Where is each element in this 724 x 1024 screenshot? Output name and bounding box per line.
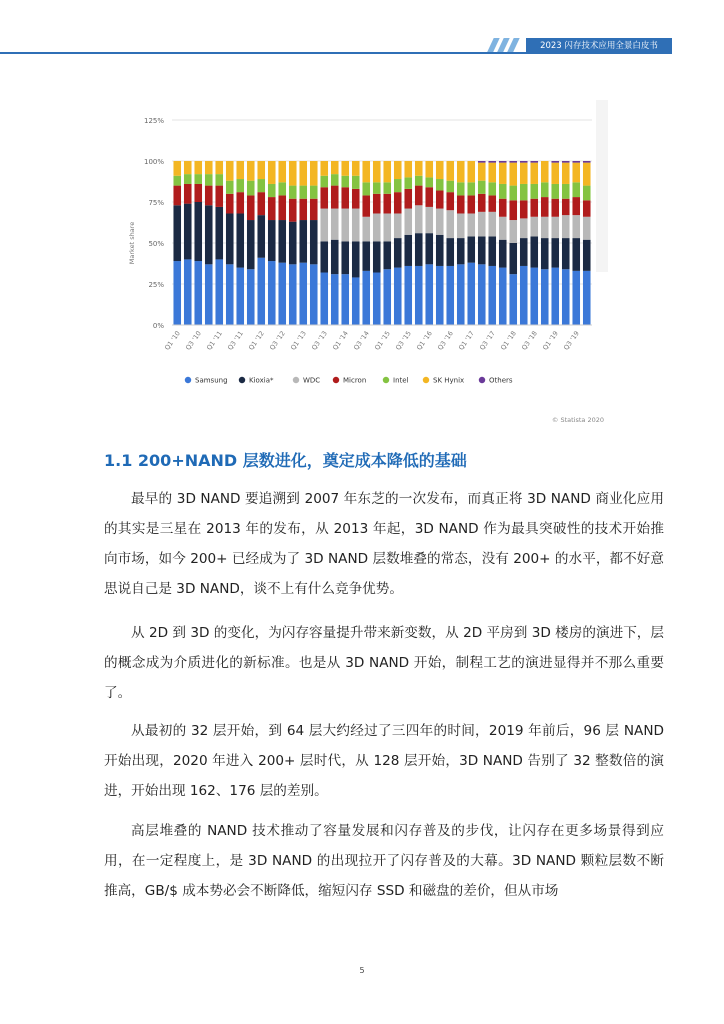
bar-segment xyxy=(499,217,507,240)
bar-segment xyxy=(446,266,454,325)
bar-segment xyxy=(583,217,591,240)
bar-segment xyxy=(404,209,412,235)
bar-segment xyxy=(446,181,454,192)
bar-segment xyxy=(551,268,559,325)
page-number: 5 xyxy=(359,966,365,975)
bar-segment xyxy=(194,161,202,174)
bar-segment xyxy=(478,264,486,325)
bar-segment xyxy=(320,209,328,242)
bar-segment xyxy=(352,176,360,189)
bar-segment xyxy=(341,274,349,325)
bar-segment xyxy=(299,199,307,220)
bar-segment xyxy=(383,194,391,214)
legend-label: Micron xyxy=(343,376,367,385)
bar-segment xyxy=(331,186,339,209)
x-tick-label: Q1 '13 xyxy=(289,329,308,352)
bar-segment xyxy=(467,182,475,195)
x-tick-label: Q1 '15 xyxy=(373,329,392,352)
bar-segment xyxy=(404,177,412,188)
bar-segment xyxy=(362,195,370,216)
bar-segment xyxy=(425,233,433,264)
bar-segment xyxy=(415,161,423,176)
bar-segment xyxy=(278,220,286,263)
x-tick-label: Q3 '15 xyxy=(394,329,413,352)
bar-segment xyxy=(320,273,328,325)
bar-segment xyxy=(499,199,507,217)
bar-segment xyxy=(415,233,423,266)
bar-segment xyxy=(457,182,465,195)
bar-segment xyxy=(425,187,433,207)
bar-segment xyxy=(530,199,538,217)
bar-segment xyxy=(520,200,528,218)
bar-segment xyxy=(467,195,475,213)
bar-segment xyxy=(236,268,244,325)
bar-segment xyxy=(562,269,570,325)
market-share-chart xyxy=(100,100,608,430)
bar-segment xyxy=(509,274,517,325)
bar-segment xyxy=(394,238,402,268)
bar-segment xyxy=(404,235,412,266)
paragraph-3: 从最初的 32 层开始，到 64 层大约经过了三四年的时间，2019 年前后，96 层 NAND 开始出现，2020 年进入 200+ 层时代，从 128 层开始，3D NAND 告别了 32 整数倍的演进，开始出现 162、176 层的差别。 xyxy=(104,723,664,799)
bar-segment xyxy=(205,161,213,174)
bar-segment xyxy=(373,213,381,241)
bar-segment xyxy=(520,238,528,266)
bar-segment xyxy=(299,263,307,325)
bar-segment xyxy=(278,182,286,195)
bar-segment xyxy=(436,191,444,209)
x-tick-label: Q3 '17 xyxy=(478,329,497,352)
bar-segment xyxy=(205,174,213,185)
bar-segment xyxy=(352,277,360,325)
bar-segment xyxy=(572,161,580,163)
bar-segment xyxy=(289,161,297,186)
bar-segment xyxy=(373,161,381,182)
bar-segment xyxy=(488,266,496,325)
bar-segment xyxy=(509,161,517,163)
bar-segment xyxy=(425,264,433,325)
bar-segment xyxy=(352,209,360,242)
bar-segment xyxy=(268,220,276,261)
bar-segment xyxy=(467,236,475,262)
bar-segment xyxy=(257,258,265,325)
bar-segment xyxy=(446,192,454,210)
bar-segment xyxy=(194,202,202,261)
bar-segment xyxy=(205,205,213,264)
bar-segment xyxy=(530,268,538,325)
bar-segment xyxy=(320,187,328,208)
bar-segment xyxy=(583,186,591,201)
bar-segment xyxy=(583,200,591,216)
bar-segment xyxy=(499,268,507,325)
legend-label: WDC xyxy=(303,376,321,385)
bar-segment xyxy=(541,269,549,325)
bar-segment xyxy=(173,205,181,261)
bar-segment xyxy=(488,212,496,237)
bar-segment xyxy=(478,236,486,264)
bar-segment xyxy=(488,182,496,195)
bar-segment xyxy=(467,161,475,182)
bar-segment xyxy=(310,264,318,325)
bar-segment xyxy=(310,199,318,220)
x-tick-label: Q3 '10 xyxy=(184,329,203,352)
bar-segment xyxy=(194,261,202,325)
bar-segment xyxy=(352,189,360,209)
bar-segment xyxy=(572,182,580,197)
bar-segment xyxy=(530,236,538,267)
bar-segment xyxy=(352,241,360,277)
bar-segment xyxy=(530,163,538,184)
bar-segment xyxy=(394,179,402,192)
header-title: 2023 闪存技术应用全景白皮书 xyxy=(526,38,672,54)
bar-segment xyxy=(394,213,402,238)
bar-segment xyxy=(541,182,549,197)
bar-segment xyxy=(205,186,213,206)
x-tick-label: Q3 '16 xyxy=(436,329,455,352)
bar-segment xyxy=(551,161,559,163)
bar-segment xyxy=(278,161,286,182)
bar-segment xyxy=(289,186,297,199)
header-rule xyxy=(0,52,672,54)
bar-segment xyxy=(488,161,496,163)
bar-segment xyxy=(457,264,465,325)
bar-segment xyxy=(341,209,349,242)
bar-segment xyxy=(572,271,580,325)
bar-segment xyxy=(289,199,297,222)
legend-marker xyxy=(239,377,245,383)
bar-segment xyxy=(415,186,423,206)
y-tick-label: 25% xyxy=(148,281,164,289)
bar-segment xyxy=(320,161,328,176)
bar-segment xyxy=(583,163,591,186)
bar-segment xyxy=(457,213,465,238)
bar-segment xyxy=(184,174,192,184)
bar-segment xyxy=(541,161,549,182)
bar-segment xyxy=(551,163,559,184)
bar-segment xyxy=(310,220,318,264)
bar-segment xyxy=(562,238,570,269)
x-tick-label: Q3 '14 xyxy=(352,329,371,352)
legend-label: Samsung xyxy=(195,376,228,385)
bar-segment xyxy=(509,220,517,243)
bar-segment xyxy=(320,176,328,187)
bar-segment xyxy=(572,215,580,238)
bar-segment xyxy=(268,184,276,197)
bar-segment xyxy=(362,241,370,271)
bar-segment xyxy=(509,200,517,220)
x-tick-label: Q1 '19 xyxy=(541,329,560,352)
bar-segment xyxy=(383,269,391,325)
bar-segment xyxy=(520,266,528,325)
bar-segment xyxy=(583,271,591,325)
bar-segment xyxy=(436,235,444,266)
bar-segment xyxy=(541,217,549,238)
bar-segment xyxy=(478,194,486,212)
x-tick-label: Q3 '11 xyxy=(226,329,245,352)
bar-segment xyxy=(184,204,192,260)
bar-segment xyxy=(289,222,297,265)
x-tick-label: Q3 '18 xyxy=(520,329,539,352)
bar-segment xyxy=(394,268,402,325)
bar-segment xyxy=(236,192,244,213)
bar-segment xyxy=(488,195,496,211)
y-tick-label: 0% xyxy=(152,322,164,330)
x-tick-label: Q1 '12 xyxy=(247,329,266,352)
paragraph-2: 从 2D 到 3D 的变化，为闪存容量提升带来新变数，从 2D 平房到 3D 楼房的演进下，层的概念成为介质进化的新标准。也是从 3D NAND 开始，制程工艺的演进显得并不那么重要了。 xyxy=(104,625,664,701)
bar-segment xyxy=(310,161,318,186)
bar-segment xyxy=(499,161,507,163)
bar-segment xyxy=(572,163,580,183)
bar-segment xyxy=(331,240,339,274)
x-tick-label: Q3 '12 xyxy=(268,329,287,352)
legend-marker xyxy=(383,377,389,383)
bar-segment xyxy=(173,261,181,325)
bar-segment xyxy=(425,177,433,187)
bar-segment xyxy=(257,192,265,215)
bar-segment xyxy=(383,213,391,241)
y-tick-label: 125% xyxy=(143,117,164,125)
bar-segment xyxy=(520,163,528,184)
bar-segment xyxy=(331,174,339,185)
bar-segment xyxy=(236,179,244,192)
bar-segment xyxy=(268,197,276,220)
bar-segment xyxy=(478,161,486,163)
bar-segment xyxy=(194,174,202,184)
x-tick-label: Q1 '10 xyxy=(163,329,182,352)
bar-segment xyxy=(530,161,538,163)
bar-segment xyxy=(436,209,444,235)
bar-segment xyxy=(184,161,192,174)
bar-segment xyxy=(226,213,234,264)
bar-segment xyxy=(352,161,360,176)
bar-segment xyxy=(415,205,423,233)
bar-segment xyxy=(173,186,181,206)
bar-segment xyxy=(457,195,465,213)
bar-segment xyxy=(268,161,276,184)
bar-segment xyxy=(446,161,454,181)
legend-marker xyxy=(293,377,299,383)
paragraph-1: 最早的 3D NAND 要追溯到 2007 年东芝的一次发布，而真正将 3D NAND 商业化应用的其实是三星在 2013 年的发布，从 2013 年起，3D NAND 作为最具突破性的技术开始推向市场，如今 200+ 已经成为了 3D NAND 层数堆叠的常态，没有 200+ 的水平，都不好意思说自己是 3D NAND，谈不上有什么竞争优势。 xyxy=(104,491,664,597)
bar-segment xyxy=(383,182,391,193)
bar-segment xyxy=(488,236,496,266)
bar-segment xyxy=(310,186,318,199)
bar-segment xyxy=(446,238,454,266)
x-tick-label: Q3 '19 xyxy=(562,329,581,352)
bar-segment xyxy=(289,264,297,325)
bar-segment xyxy=(530,217,538,237)
bar-segment xyxy=(226,161,234,181)
legend-label: Intel xyxy=(393,376,409,385)
bar-segment xyxy=(520,161,528,163)
bar-segment xyxy=(520,218,528,238)
bar-segment xyxy=(331,161,339,174)
bar-segment xyxy=(341,161,349,176)
bar-segment xyxy=(467,213,475,236)
bar-segment xyxy=(373,182,381,193)
bar-segment xyxy=(299,161,307,186)
bar-segment xyxy=(415,266,423,325)
bar-segment xyxy=(562,215,570,238)
bar-segment xyxy=(551,184,559,199)
bar-segment xyxy=(457,238,465,264)
bar-segment xyxy=(509,186,517,201)
bar-segment xyxy=(446,210,454,238)
bar-segment xyxy=(331,274,339,325)
bar-segment xyxy=(499,184,507,199)
bar-segment xyxy=(436,266,444,325)
bar-segment xyxy=(551,238,559,268)
bar-segment xyxy=(205,264,213,325)
bar-segment xyxy=(257,161,265,179)
bar-segment xyxy=(373,194,381,214)
bar-segment xyxy=(383,241,391,269)
bar-segment xyxy=(425,161,433,177)
x-tick-label: Q3 '13 xyxy=(310,329,329,352)
bar-segment xyxy=(551,217,559,238)
bar-segment xyxy=(341,187,349,208)
bar-segment xyxy=(509,163,517,186)
section-title: 1.1 200+NAND 层数进化，奠定成本降低的基础 xyxy=(104,451,467,470)
legend-label: Others xyxy=(489,376,513,385)
bar-segment xyxy=(215,207,223,259)
bar-segment xyxy=(184,184,192,204)
bar-segment xyxy=(572,238,580,271)
bar-segment xyxy=(572,197,580,215)
bar-segment xyxy=(194,184,202,202)
bar-segment xyxy=(551,199,559,217)
bar-segment xyxy=(247,195,255,220)
bar-segment xyxy=(236,213,244,267)
bar-segment xyxy=(425,207,433,233)
y-tick-label: 75% xyxy=(148,199,164,207)
bar-segment xyxy=(457,161,465,182)
bar-segment xyxy=(541,197,549,217)
bar-segment xyxy=(299,220,307,263)
legend-marker xyxy=(333,377,339,383)
x-tick-label: Q1 '16 xyxy=(415,329,434,352)
bar-segment xyxy=(562,184,570,199)
bar-segment xyxy=(509,243,517,274)
bar-segment xyxy=(362,161,370,182)
bar-segment xyxy=(257,215,265,258)
bar-segment xyxy=(404,189,412,209)
bar-segment xyxy=(184,259,192,325)
bar-segment xyxy=(362,217,370,242)
bar-segment xyxy=(478,212,486,237)
bar-segment xyxy=(226,264,234,325)
bar-segment xyxy=(436,179,444,190)
bar-segment xyxy=(341,176,349,187)
bar-segment xyxy=(478,181,486,194)
bar-segment xyxy=(226,181,234,194)
bar-segment xyxy=(299,186,307,199)
legend-marker xyxy=(185,377,191,383)
bar-segment xyxy=(268,261,276,325)
bar-segment xyxy=(341,241,349,274)
bar-segment xyxy=(499,163,507,184)
legend-label: Kioxia* xyxy=(249,376,274,385)
bar-segment xyxy=(562,163,570,184)
bar-segment xyxy=(562,199,570,215)
bar-segment xyxy=(226,194,234,214)
y-tick-label: 100% xyxy=(143,158,164,166)
bar-segment xyxy=(562,161,570,163)
bar-segment xyxy=(541,238,549,269)
bar-segment xyxy=(488,163,496,183)
bar-segment xyxy=(257,179,265,192)
bar-segment xyxy=(436,161,444,179)
bar-segment xyxy=(362,182,370,195)
paragraph-4: 高层堆叠的 NAND 技术推动了容量发展和闪存普及的步伐，让闪存在更多场景得到应用，在一定程度上，是 3D NAND 的出现拉开了闪存普及的大幕。3D NAND 颗粒层数不断推高，GB/$ 成本势必会不断降低，缩短闪存 SSD 和磁盘的差价，但从市场 xyxy=(104,823,664,899)
x-tick-label: Q1 '17 xyxy=(457,329,476,352)
legend-label: SK Hynix xyxy=(433,376,465,385)
bar-segment xyxy=(383,161,391,182)
x-tick-label: Q1 '14 xyxy=(331,329,350,352)
bar-segment xyxy=(215,174,223,185)
chart-credit: © Statista 2020 xyxy=(551,416,604,424)
bar-segment xyxy=(247,220,255,269)
bar-segment xyxy=(247,161,255,181)
bar-segment xyxy=(415,176,423,186)
bar-segment xyxy=(278,195,286,220)
bar-segment xyxy=(394,161,402,179)
bar-segment xyxy=(373,241,381,272)
bar-segment xyxy=(278,263,286,325)
bar-segment xyxy=(404,266,412,325)
bar-segment xyxy=(247,181,255,196)
legend-marker xyxy=(423,377,429,383)
bar-segment xyxy=(404,161,412,177)
bar-segment xyxy=(247,269,255,325)
x-tick-label: Q1 '18 xyxy=(499,329,518,352)
bar-segment xyxy=(215,186,223,207)
bar-segment xyxy=(236,161,244,179)
bar-segment xyxy=(320,241,328,272)
y-tick-label: 50% xyxy=(148,240,164,248)
bar-segment xyxy=(499,240,507,268)
bar-segment xyxy=(583,240,591,271)
legend-marker xyxy=(479,377,485,383)
bar-segment xyxy=(373,273,381,325)
bar-segment xyxy=(478,163,486,181)
bar-segment xyxy=(520,184,528,200)
bar-segment xyxy=(215,161,223,174)
bar-segment xyxy=(362,271,370,325)
bar-segment xyxy=(467,263,475,325)
bar-segment xyxy=(530,184,538,199)
chart-svg xyxy=(100,100,608,430)
bar-segment xyxy=(215,259,223,325)
bar-segment xyxy=(394,192,402,213)
bar-segment xyxy=(583,161,591,163)
bar-segment xyxy=(173,161,181,176)
y-axis-label: Market share xyxy=(128,221,136,265)
bar-segment xyxy=(331,209,339,240)
x-tick-label: Q1 '11 xyxy=(205,329,224,352)
bar-segment xyxy=(173,176,181,186)
